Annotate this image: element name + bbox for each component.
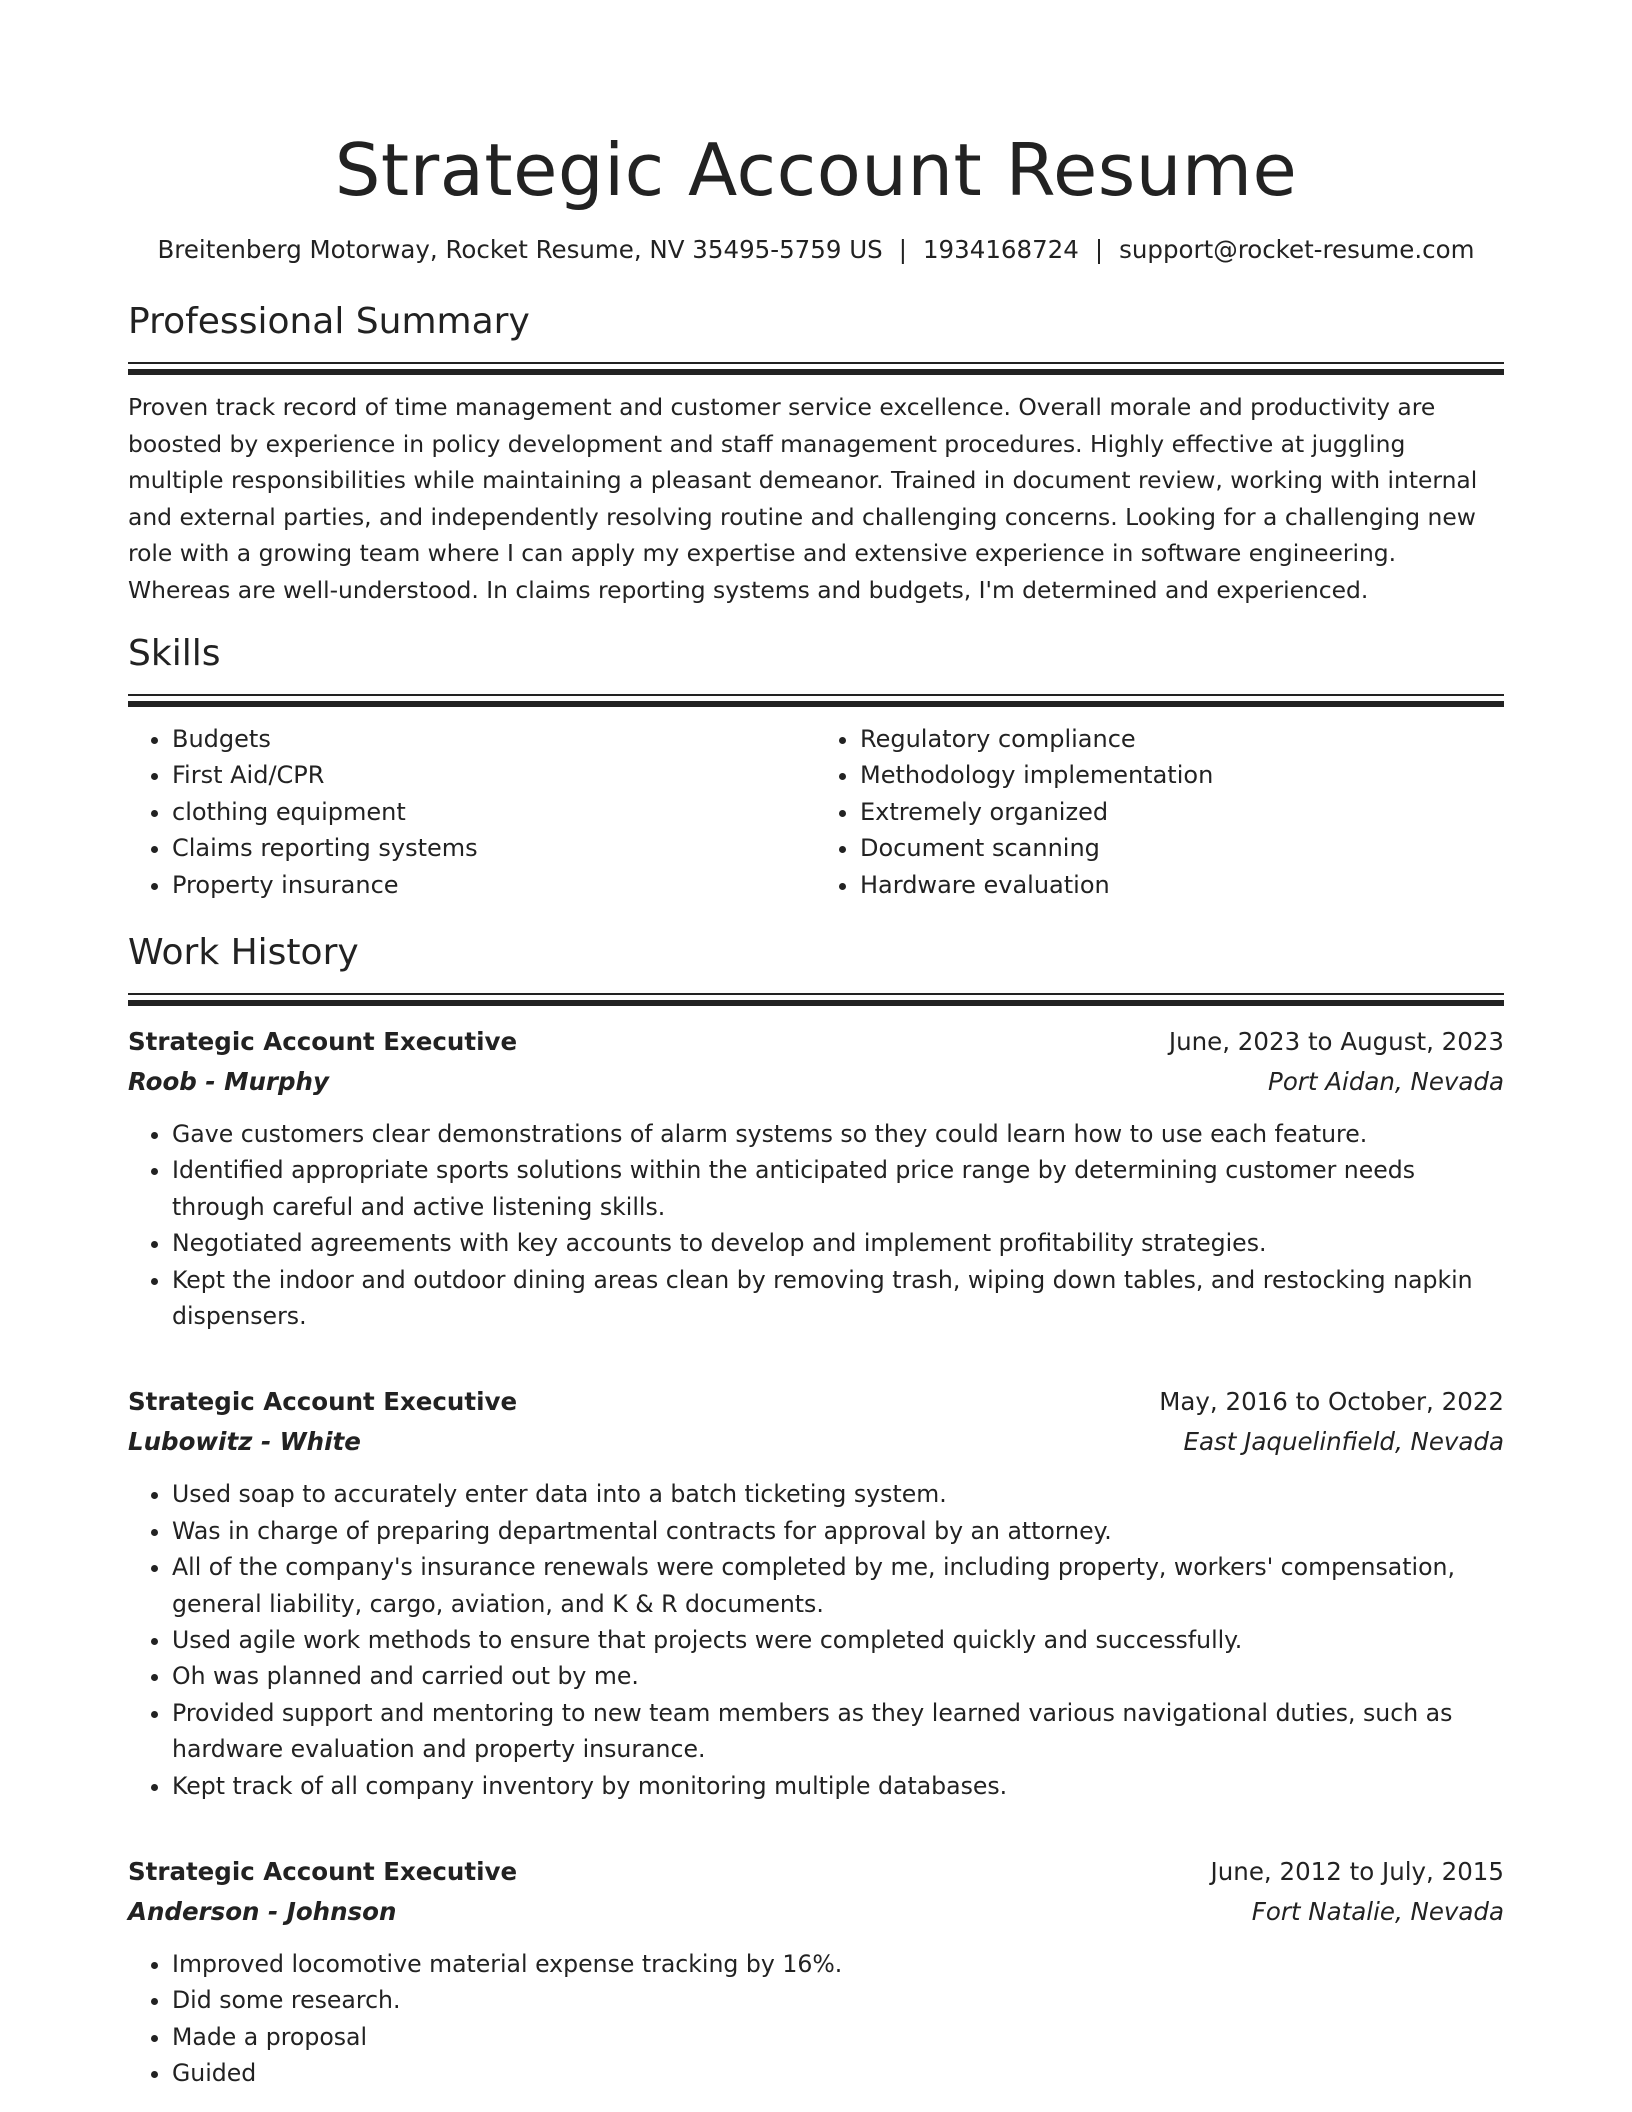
job-dates: June, 2023 to August, 2023: [1168, 1026, 1504, 1056]
job-location: Fort Natalie, Nevada: [1251, 1897, 1504, 1927]
job-bullet: • Used soap to accurately enter data into a batch ticketing system.: [172, 1476, 1504, 1512]
job-bullets: [128, 1476, 1504, 1804]
contact-separator: |: [1094, 235, 1104, 264]
skills-heading: Skills: [128, 632, 221, 674]
resume-title: Strategic Account Resume: [334, 128, 1298, 212]
job-location: East Jaquelinfield, Nevada: [1183, 1427, 1504, 1457]
resume-page: [128, 118, 1504, 2092]
summary-section-header: [128, 300, 1504, 373]
job-title: Strategic Account Executive: [128, 1857, 518, 1887]
skills-list: [128, 721, 1504, 903]
job-bullet: • Kept the indoor and outdoor dining areas clean by removing trash, wiping down tables, and restocking napkin dispensers.: [172, 1262, 1504, 1335]
job-bullet: • Was in charge of preparing departmental contracts for approval by an attorney.: [172, 1513, 1504, 1549]
job-bullet: • Kept track of all company inventory by monitoring multiple databases.: [172, 1768, 1504, 1804]
skill-item: • Hardware evaluation: [860, 867, 1504, 903]
job-bullet: • Oh was planned and carried out by me.: [172, 1658, 1504, 1694]
skills-section-header: [128, 632, 1504, 705]
skill-item: • First Aid/CPR: [172, 757, 816, 793]
skill-item: • Property insurance: [172, 867, 816, 903]
job-bullets: [128, 1946, 1504, 2092]
job-header-row: [128, 1022, 1504, 1062]
contact-email: support@rocket-resume.com: [1119, 235, 1475, 264]
job-bullet: • Guided: [172, 2055, 1504, 2091]
job-bullets: [128, 1116, 1504, 1334]
job-bullet: • Improved locomotive material expense tracking by 16%.: [172, 1946, 1504, 1982]
job-bullet: • Made a proposal: [172, 2019, 1504, 2055]
section-divider: [128, 694, 1504, 705]
job-entry: [128, 1022, 1504, 1334]
job-bullet: • Used agile work methods to ensure that projects were completed quickly and successfully.: [172, 1622, 1504, 1658]
job-bullet: • All of the company's insurance renewals were completed by me, including property, workers' compensation, general liability, cargo, aviation, and K & R documents.: [172, 1549, 1504, 1622]
job-dates: May, 2016 to October, 2022: [1159, 1387, 1504, 1417]
skill-item: • Regulatory compliance: [860, 721, 1504, 757]
section-divider: [128, 993, 1504, 1004]
skills-column-left: [128, 721, 816, 903]
summary-text: Proven track record of time management and customer service excellence. Overall morale and productivity are boosted by experience in policy development and staff management procedures. Highly effective at juggling multiple responsibilities while maintaining a pleasant demeanor. Trained in document review, working with internal and external parties, and independently resolving routine and challenging concerns. Looking for a challenging new role with a growing team where I can apply my expertise and extensive experience in software engineering. Whereas are well-understood. In claims reporting systems and budgets, I'm determined and experienced.: [128, 393, 1478, 604]
contact-line: [128, 234, 1504, 266]
skills-column-right: [816, 721, 1504, 903]
job-company-row: [128, 1892, 1504, 1932]
job-entry: [128, 1382, 1504, 1804]
skill-item: • clothing equipment: [172, 794, 816, 830]
job-bullet: • Provided support and mentoring to new team members as they learned various navigational duties, such as hardware evaluation and property insurance.: [172, 1695, 1504, 1768]
contact-separator: |: [898, 235, 907, 264]
skill-item: • Budgets: [172, 721, 816, 757]
job-title: Strategic Account Executive: [128, 1026, 518, 1056]
summary-heading: Professional Summary: [128, 301, 530, 342]
job-entry: [128, 1852, 1504, 2092]
job-company-row: [128, 1062, 1504, 1102]
skill-item: • Methodology implementation: [860, 757, 1504, 793]
job-header-row: [128, 1852, 1504, 1892]
skill-item: • Claims reporting systems: [172, 830, 816, 866]
skill-item: • Document scanning: [860, 830, 1504, 866]
job-bullet: • Gave customers clear demonstrations of alarm systems so they could learn how to use each feature.: [172, 1116, 1504, 1152]
job-bullet: • Identified appropriate sports solutions within the anticipated price range by determining customer needs through careful and active listening skills.: [172, 1152, 1504, 1225]
work-heading: Work History: [128, 931, 359, 973]
job-company: Roob - Murphy: [128, 1066, 329, 1096]
job-bullet: • Negotiated agreements with key accounts to develop and implement profitability strategies.: [172, 1225, 1504, 1261]
work-section-header: [128, 931, 1504, 1004]
job-dates: June, 2012 to July, 2015: [1210, 1857, 1504, 1887]
contact-phone: 1934168724: [922, 235, 1079, 264]
job-title: Strategic Account Executive: [128, 1387, 518, 1417]
contact-address: Breitenberg Motorway, Rocket Resume, NV 35495-5759 US: [157, 235, 883, 264]
job-location: Port Aidan, Nevada: [1268, 1066, 1504, 1096]
section-divider: [128, 362, 1504, 373]
job-bullet: • Did some research.: [172, 1982, 1504, 2018]
job-header-row: [128, 1382, 1504, 1422]
job-company: Lubowitz - White: [128, 1427, 361, 1457]
job-company-row: [128, 1422, 1504, 1462]
skill-item: • Extremely organized: [860, 794, 1504, 830]
job-company: Anderson - Johnson: [128, 1897, 397, 1927]
